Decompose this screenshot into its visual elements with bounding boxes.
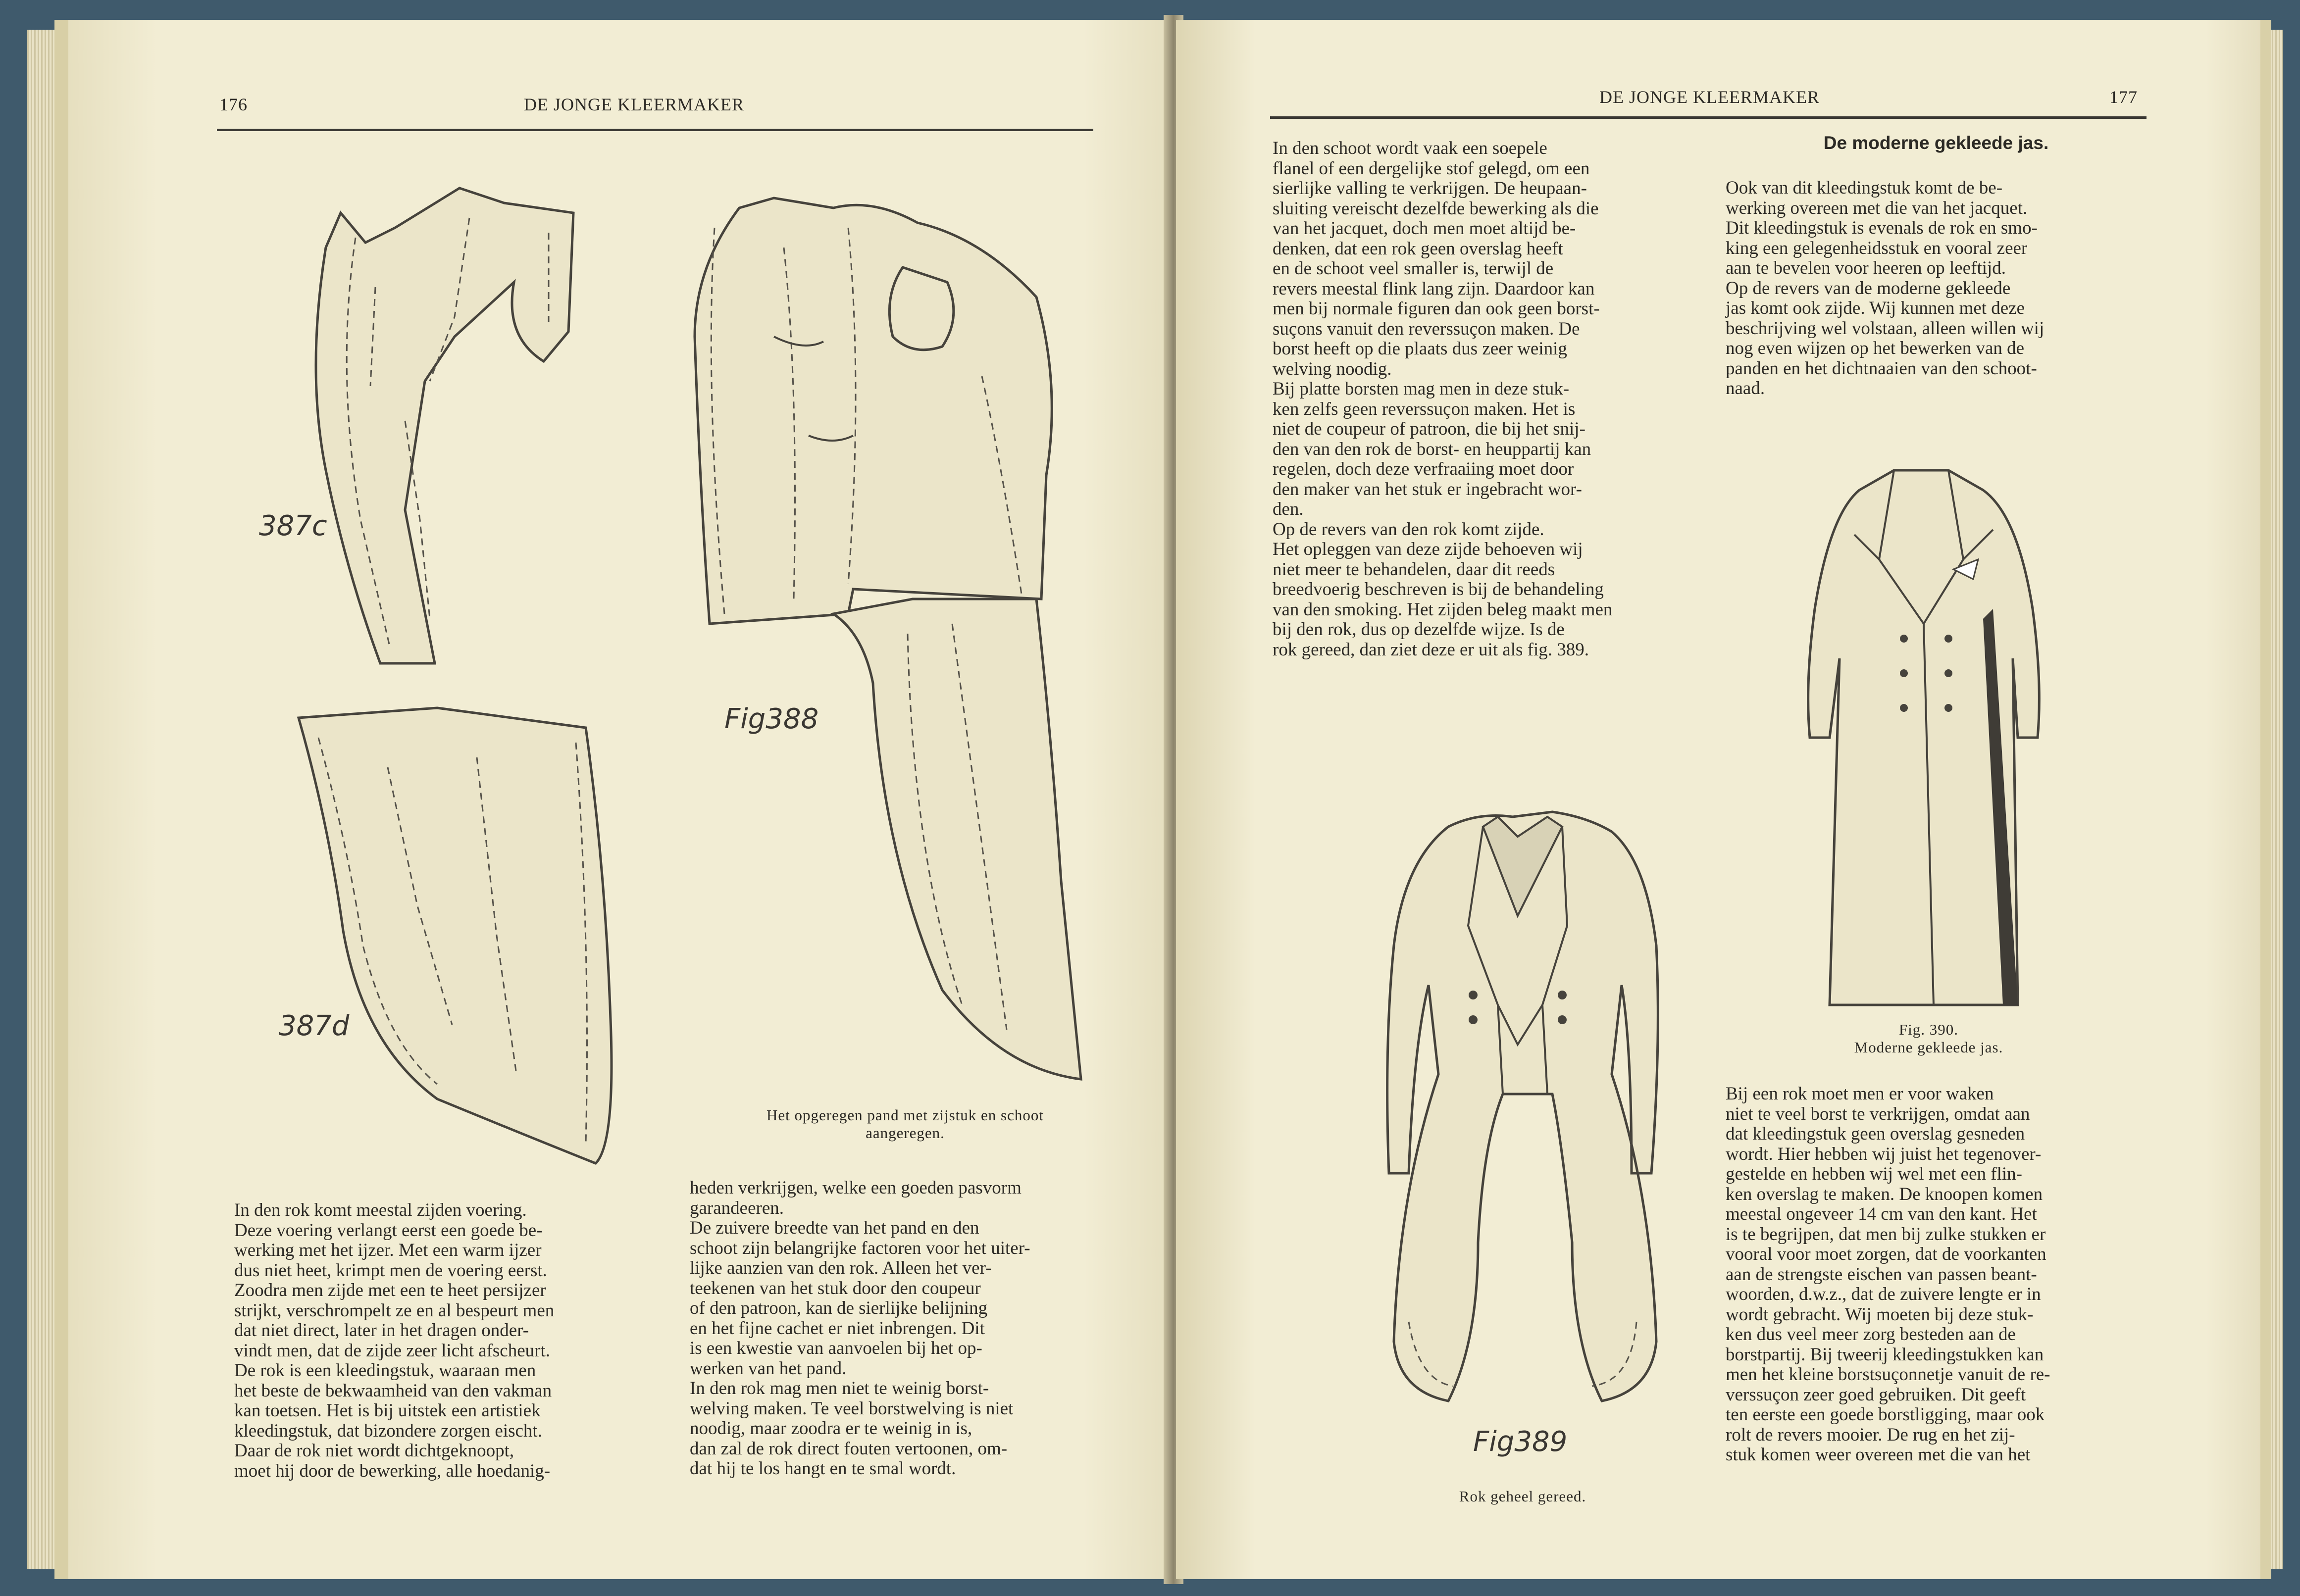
header-rule-right bbox=[1270, 116, 2147, 119]
header-rule bbox=[217, 129, 1093, 131]
running-head-right: DE JONGE KLEERMAKER bbox=[1599, 87, 1820, 107]
page-number-right: 177 bbox=[2109, 87, 2138, 107]
page-number: 176 bbox=[219, 95, 248, 114]
fig-387d-label: 387d bbox=[279, 1010, 350, 1042]
right-column-1: In den schoot wordt vaak een soepele flanel of een dergelijke stof gelegd, om een sierlijke valling te verkrijgen. De heupaan- sluiting vereischt dezelfde bewerking als die van het jacquet, doch men moet altijd be- denken, dat een rok geen overslag heeft en de schoot veel smaller is, terwijl de revers meestal flink lang zijn. Daardoor kan men bij normale figuren dan ook geen borst- suçons vanuit den reverssuçon maken. De borst heeft op die plaats dus zeer weinig welving noodig. Bij platte borsten mag men in deze stuk- ken zelfs geen reverssuçon maken. Het is niet de coupeur of patroon, die bij het snij- den van den rok de borst- en heuppartij kan regelen, doch deze verfraaiing moet door den maker van het stuk er ingebracht wor- den. Op de revers van den rok komt zijde. Het opleggen van deze zijde behoeven wij niet meer te behandelen, daar dit reeds breedvoerig beschreven is bij de behandeling van den smoking. Het zijden beleg maakt men bij den rok, dus op dezelfde wijze. Is de rok gereed, dan ziet deze er uit als fig. 389. bbox=[1273, 138, 1613, 660]
right-page bbox=[1176, 20, 2271, 1579]
fig-389-caption: Rok geheel gereed. bbox=[1459, 1488, 1586, 1505]
right-column-2-bottom: Bij een rok moet men er voor waken niet te veel borst te verkrijgen, omdat aan dat kleedingstuk geen overslag gesneden wordt. Hier hebben wij juist het tegenover- gestelde en hebben wij wel met een flin- ken overslag te maken. De knoopen komen meestal ongeveer 14 cm van den kant. Het is te begrijpen, dat men bij zulke stukken er vooral voor moet zorgen, dat de voorkanten aan de strengste eischen van passen beant- woorden, d.w.z., dat de zuivere lengte er in wordt gebracht. Wij moeten bij deze stuk- ken dus veel meer zorg besteden aan de borstpartij. Bij tweerij kleedingstukken kan men het kleine borstsuçonnetje vanuit de re- verssuçon zeer goed gebruiken. Dit geeft ten eerste een goede borstligging, maar ook rolt de revers mooier. De rug en het zij- stuk komen weer overeen met die van het bbox=[1726, 1084, 2050, 1465]
section-title: De moderne gekleede jas. bbox=[1823, 133, 2049, 153]
fig-387c-drawing bbox=[306, 173, 712, 663]
fig-389-drawing bbox=[1354, 797, 1691, 1411]
fig-390-drawing bbox=[1785, 460, 2062, 1020]
fig-388-drawing bbox=[685, 188, 1130, 1094]
fig-387c-label: 387c bbox=[259, 510, 327, 542]
fig-388-label: Fig388 bbox=[724, 703, 819, 735]
fig-387d-drawing bbox=[289, 698, 645, 1173]
left-page bbox=[54, 20, 1182, 1579]
right-column-2-top: Ook van dit kleedingstuk komt de be- werking overeen met die van het jacquet. Dit kleedingstuk is evenals de rok en smo- king een gelegenheidsstuk en vooral zeer aan te bevelen voor heeren op leeftijd. Op de revers van de moderne gekleede jas komt ook zijde. Wij kunnen met deze beschrijving wel volstaan, alleen willen wij nog even wijzen op het bewerken van de panden en het dichtnaaien van den schoot- naad. bbox=[1726, 178, 2044, 399]
left-column-2: heden verkrijgen, welke een goeden pasvorm garandeeren. De zuivere breedte van het pand en den schoot zijn belangrijke factoren voor het uiter- lijke aanzien van den rok. Alleen het ver- teekenen van het stuk door den coupeur of den patroon, kan de sierlijke belijning en het fijne cachet er niet inbrengen. Dit is een kwestie van aanvoelen bij het op- werken van het pand. In den rok mag men niet te weinig borst- welving maken. Te veel borstwelving is niet noodig, maar zoodra er te weinig in is, dan zal de rok direct fouten vertoonen, om- dat hij te los hangt en te smal wordt. bbox=[690, 1178, 1030, 1479]
left-column-1: In den rok komt meestal zijden voering. Deze voering verlangt eerst een goede be- werking met het ijzer. Met een warm ijzer dus niet heet, krimpt men de voering eerst. Zoodra men zijde met een te heet persijzer strijkt, verschrompelt ze en al bespeurt men dat niet direct, later in het dragen onder- vindt men, dat de zijde zeer licht afscheurt. De rok is een kleedingstuk, waaraan men het beste de bekwaamheid van den vakman kan toetsen. Het is bij uitstek een artistiek kleedingstuk, dat bizondere zorgen eischt. Daar de rok niet wordt dichtgeknoopt, moet hij door de bewerking, alle hoedanig- bbox=[234, 1200, 555, 1481]
fig-390-caption: Fig. 390. Moderne gekleede jas. bbox=[1854, 1021, 2003, 1056]
left-page-edges bbox=[27, 30, 57, 1569]
running-head: DE JONGE KLEERMAKER bbox=[524, 95, 744, 114]
fig-388-caption: Het opgeregen pand met zijstuk en schoot aangeregen. bbox=[767, 1106, 1044, 1142]
fig-389-label: Fig389 bbox=[1473, 1426, 1568, 1458]
